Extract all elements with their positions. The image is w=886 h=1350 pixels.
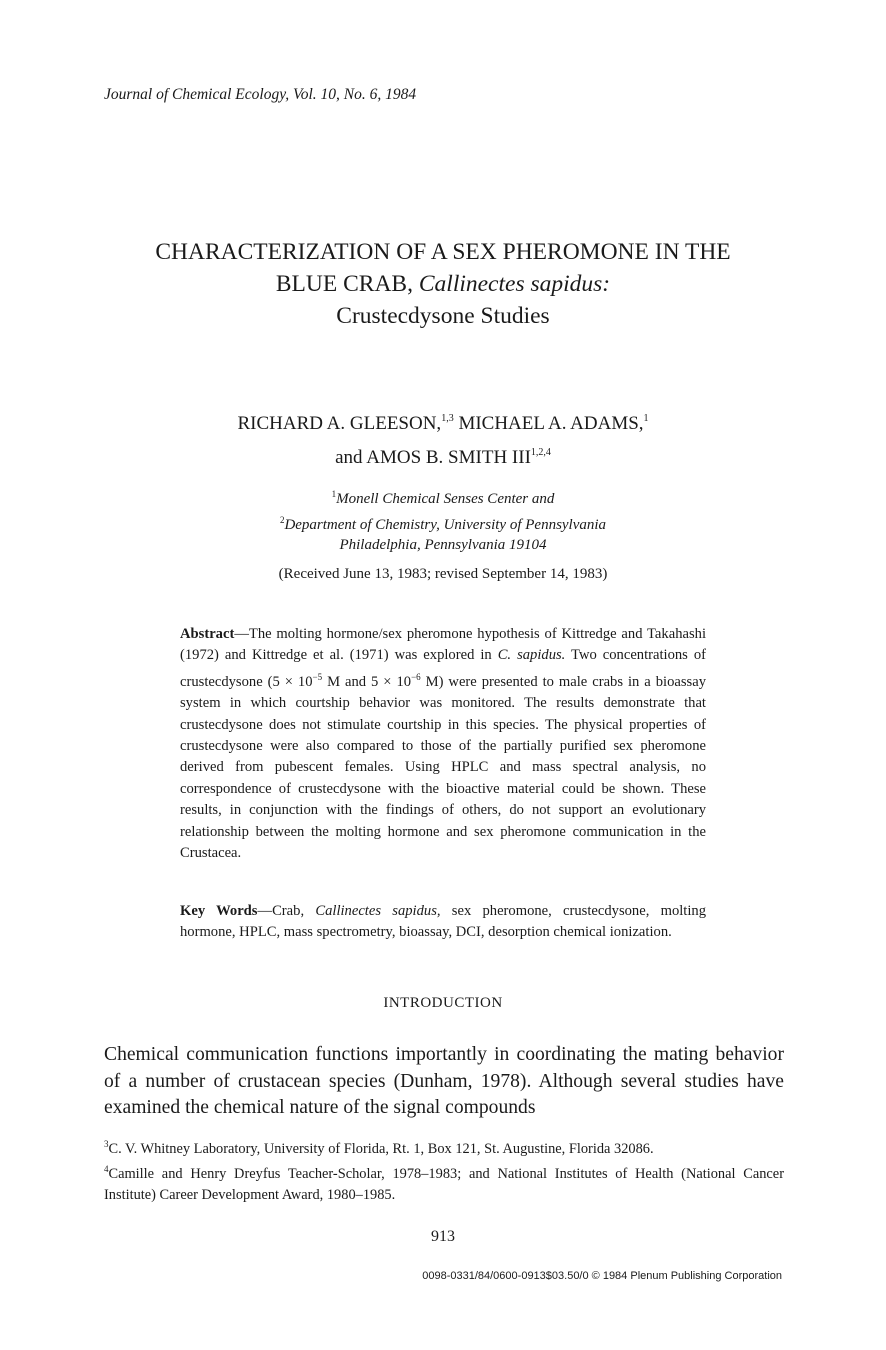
keywords-label: Key Words (180, 903, 258, 919)
title-line-3: Crustecdysone Studies (336, 303, 550, 329)
affiliation-address: Philadelphia, Pennsylvania 19104 (339, 537, 547, 553)
key-words: Key Words—Crab, Callinectes sapidus, sex pheromone, crustecdysone, molting hormone, HPLC, mass spectrometry, bioassay, DCI, desorption chemical ionization. (180, 903, 707, 941)
author-adams: MICHAEL A. ADAMS, (453, 413, 644, 434)
title-species: Callinectes sapidus: (418, 271, 611, 297)
affiliation-2: $^2$Department of Chemistry, University of Pennsylvania (279, 514, 607, 533)
paper-title (0, 236, 886, 332)
footnotes (104, 1134, 784, 1205)
author-gleeson: RICHARD A. GLEESON, (237, 413, 442, 434)
introduction-heading: INTRODUCTION (383, 995, 503, 1011)
journal-header: Journal of Chemical Ecology, Vol. 10, No. 6, 1984 (104, 86, 417, 103)
introduction-text: Chemical communication functions importantly in coordinating the mating behavior of a number of crustacean species (Dunham, 1978). Although several studies have examined the chemical nature of the signal compounds (104, 1044, 784, 1118)
author-list (0, 404, 886, 472)
title-line-1: CHARACTERIZATION OF A SEX PHEROMONE IN THE (155, 239, 731, 265)
affiliations (0, 484, 886, 556)
page-number: 913 (431, 1228, 455, 1245)
footnote-4: $^4$Camille and Henry Dreyfus Teacher-Scholar, 1978–1983; and National Institutes of Health (National Cancer Institute) Career Development Award, 1980–1985. (104, 1164, 784, 1203)
received-dates: (Received June 13, 1983; revised September 14, 1983) (278, 566, 608, 582)
copyright-line: 0098-0331/84/0600-0913$03.50/0 © 1984 Plenum Publishing Corporation (422, 1270, 782, 1282)
abstract: Abstract—The molting hormone/sex pheromone hypothesis of Kittredge and Takahashi (1972) and Kittredge et al. (1971) was explored in C. sapidus. Two concentrations of crustecdysone ($5 \times 10^{-5}$ M and $5 \times 10^{-6}$ M) were presented to male crabs in a bioassay system in which courtship behavior was monitored. The results demonstrate that crustecdysone does not stimulate courtship in this species. The physical properties of crustecdysone were also compared to those of the partially purified sex pheromone derived from pubescent females. Using HPLC and mass spectral analysis, no correspondence of crustecdysone with the bioactive material could be shown. These results, in conjunction with the findings of others, do not support an evolutionary relationship between the molting hormone and sex pheromone communication in the Crustacea. (180, 626, 707, 862)
affiliation-1: $^1$Monell Chemical Senses Center and (331, 489, 555, 507)
author-line-1: RICHARD A. GLEESON,$^{1,3}$ MICHAEL A. ADAMS,$^1$ (237, 413, 649, 434)
footnote-3: $^3$C. V. Whitney Laboratory, University of Florida, Rt. 1, Box 121, St. Augustine, Florida 32086. (104, 1139, 654, 1157)
author-line-2: and AMOS B. SMITH III$^{1,2,4}$ (335, 447, 551, 468)
author-smith: and AMOS B. SMITH III (335, 447, 531, 468)
abstract-label: Abstract (180, 626, 235, 642)
title-line-2: BLUE CRAB, Callinectes sapidus: (275, 271, 611, 297)
